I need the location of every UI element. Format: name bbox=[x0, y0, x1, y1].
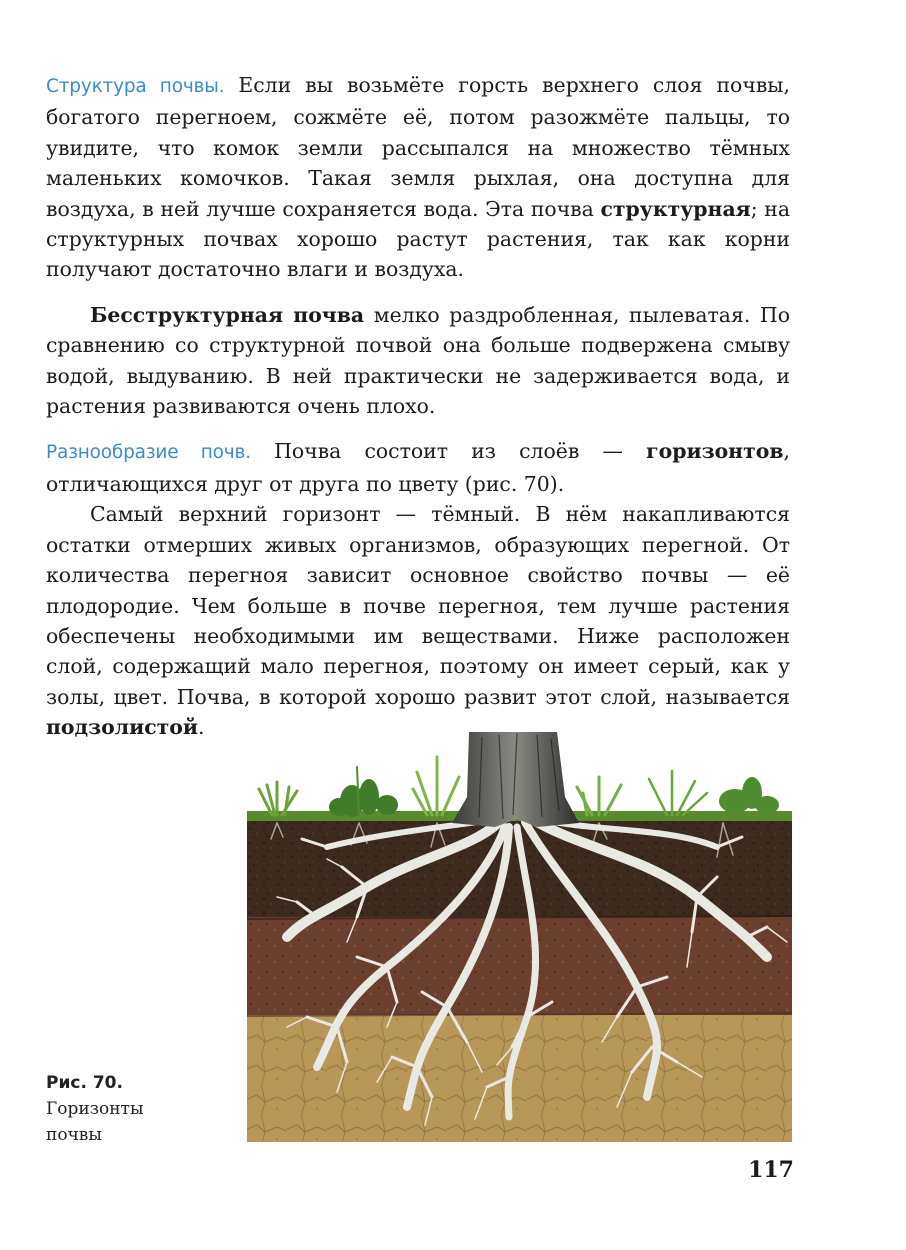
section-heading-soil-structure: Структура почвы. bbox=[46, 76, 225, 97]
paragraph-text: мелко раздробленная, пылеватая. По сравнению со структурной почвой она больше подвержена смыву водой, выдуванию. В ней практически не задерживается вода, и растения развиваются очень плохо. bbox=[46, 302, 790, 419]
paragraph-text: Если вы возьмёте горсть верхнего слоя почвы, богатого перегноем, сожмёте её, потом разожмёте пальцы, то увидите, что комок земли рассыпался на множество тёмных маленьких комочков. Такая земля рыхлая, она доступна для воздуха, в ней лучше сохраняется вода. Эта почва bbox=[46, 73, 791, 221]
term-structureless-soil: Бесструктурная почва bbox=[90, 302, 365, 327]
figure-caption-text: Горизонты почвы bbox=[46, 1099, 144, 1145]
soil-horizons-figure bbox=[247, 727, 792, 1142]
soil-profile-illustration bbox=[247, 727, 792, 1142]
paragraph-top-horizon bbox=[46, 499, 790, 742]
figure-caption bbox=[46, 1070, 186, 1148]
page-number: 117 bbox=[748, 1157, 794, 1183]
term-structured: структурная bbox=[600, 196, 751, 221]
paragraph-text: Самый верхний горизонт — тёмный. В нём накапливаются остатки отмерших живых организмов, образующих перегной. От количества перегноя зависит основное свойство почвы — её плодородие. Чем больше в почве перегноя, тем лучше растения обеспечены необходимыми им веществами. Ниже расположен слой, содержащий мало перегноя, поэтому он имеет серый, как у золы, цвет. Почва, в которой хорошо развит этот слой, называется bbox=[46, 502, 790, 709]
paragraph-soil-diversity bbox=[46, 436, 790, 499]
paragraph-structureless bbox=[46, 300, 790, 422]
figure-label: Рис. 70. bbox=[46, 1073, 123, 1093]
paragraph-text: ; на структурных почвах хорошо растут растения, так как корни получают достаточно влаги и воздуха. bbox=[46, 196, 790, 282]
page-body bbox=[46, 70, 790, 743]
paragraph-text: . bbox=[198, 715, 205, 740]
paragraph-soil-structure bbox=[46, 70, 790, 285]
term-horizons: горизонтов bbox=[646, 439, 784, 464]
section-heading-soil-diversity: Разнообразие почв. bbox=[46, 442, 251, 464]
paragraph-text: , отличающихся друг от друга по цвету (рис. 70). bbox=[46, 439, 790, 496]
term-podzolic: подзолистой bbox=[46, 715, 199, 740]
paragraph-text: Почва состоит из слоёв — bbox=[250, 439, 647, 464]
tree-stump bbox=[452, 732, 579, 827]
